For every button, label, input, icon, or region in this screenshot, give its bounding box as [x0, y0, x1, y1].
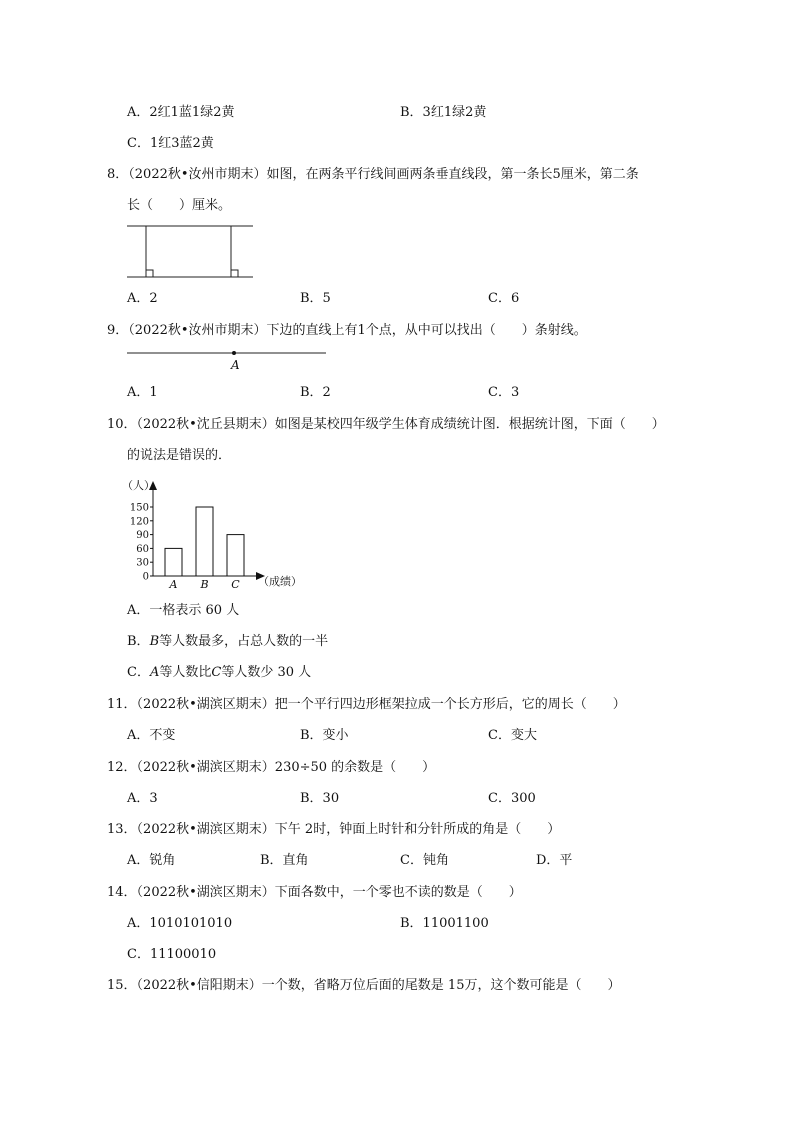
q8-option-c: C．6 — [488, 291, 520, 306]
q12-stem: 12．（2022秋•湖滨区期末）230÷50 的余数是（ ） — [107, 760, 436, 775]
q9-option-a: A．1 — [127, 385, 158, 400]
chart-bar-a — [165, 548, 182, 576]
q10-option-c-mid: 等人数比 — [159, 665, 212, 680]
q10-option-b-var: B — [149, 634, 160, 649]
q10-stem-line2: 的说法是错误的． — [127, 448, 232, 463]
q12-option-a: A．3 — [127, 791, 158, 806]
q12-option-b: B．30 — [300, 791, 340, 806]
q13-option-d: D．平 — [536, 853, 573, 868]
chart-y-tick-label: 0 — [142, 571, 149, 583]
q7-option-c: C．1红3蓝2黄 — [127, 136, 214, 151]
q12-option-c: C．300 — [488, 791, 536, 806]
q10-option-c-var1: A — [149, 665, 160, 680]
q14-option-b: B．11001100 — [400, 916, 489, 931]
chart-y-tick-label: 30 — [136, 557, 149, 569]
q10-option-c-var2: C — [211, 665, 222, 680]
q10-option-c-rest: 等人数少 30 人 — [221, 665, 312, 680]
chart-x-category-label: B — [200, 578, 209, 591]
chart-x-category-label: C — [231, 578, 240, 591]
chart-x-category-label: A — [169, 578, 178, 591]
q10-option-b-prefix: B． — [127, 634, 150, 649]
q9-stem: 9．（2022秋•汝州市期末）下边的直线上有1个点，从中可以找出（ ）条射线。 — [107, 323, 587, 338]
q10-option-a: A．一格表示 60 人 — [127, 603, 240, 618]
q13-option-b: B．直角 — [260, 853, 309, 868]
q7-option-a: A．2红1蓝1绿2黄 — [127, 105, 235, 120]
chart-y-label: （人） — [122, 479, 155, 492]
q9-option-c: C．3 — [488, 385, 520, 400]
q10-option-c-prefix: C． — [127, 665, 150, 680]
q8-stem-line1: 8．（2022秋•汝州市期末）如图，在两条平行线间画两条垂直线段，第一条长5厘米，第二条 — [107, 167, 639, 182]
q11-stem: 11．（2022秋•湖滨区期末）把一个平行四边形框架拉成一个长方形后，它的周长（ ） — [107, 697, 626, 712]
q9-point-label: A — [231, 358, 240, 372]
q15-stem: 15．（2022秋•信阳期末）一个数，省略万位后面的尾数是 15万，这个数可能是（ ） — [107, 978, 621, 993]
chart-x-label: （成绩） — [258, 575, 302, 588]
q10-option-c — [127, 664, 311, 682]
q13-option-a: A．锐角 — [127, 853, 176, 868]
chart-y-tick-label: 90 — [136, 530, 149, 542]
q11-option-c: C．变大 — [488, 728, 537, 743]
q14-option-a: A．1010101010 — [127, 916, 233, 931]
q7-option-b: B．3红1绿2黄 — [400, 105, 487, 120]
q14-option-c: C．11100010 — [127, 947, 217, 962]
q9-option-b: B．2 — [300, 385, 331, 400]
chart-bar-b — [196, 507, 213, 576]
q10-option-b — [127, 633, 328, 651]
q13-option-c: C．钝角 — [400, 853, 449, 868]
chart-y-tick-label: 60 — [136, 543, 149, 555]
chart-y-tick-label: 150 — [129, 502, 149, 514]
q14-stem: 14．（2022秋•湖滨区期末）下面各数中，一个零也不读的数是（ ） — [107, 885, 522, 900]
q8-option-a: A．2 — [127, 291, 158, 306]
q11-option-a: A．不变 — [127, 728, 176, 743]
q13-stem: 13．（2022秋•湖滨区期末）下午 2时，钟面上时针和分针所成的角是（ ） — [107, 822, 561, 837]
chart-y-tick-label: 120 — [129, 516, 149, 528]
q10-option-b-rest: 等人数最多，占总人数的一半 — [159, 634, 329, 649]
q11-option-b: B．变小 — [300, 728, 349, 743]
chart-bar-c — [227, 535, 244, 576]
q8-option-b: B．5 — [300, 291, 331, 306]
q10-stem-line1: 10．（2022秋•沈丘县期末）如图是某校四年级学生体育成绩统计图．根据统计图，下面（ ） — [107, 417, 665, 432]
q8-stem-line2: 长（ ）厘米。 — [127, 198, 232, 213]
